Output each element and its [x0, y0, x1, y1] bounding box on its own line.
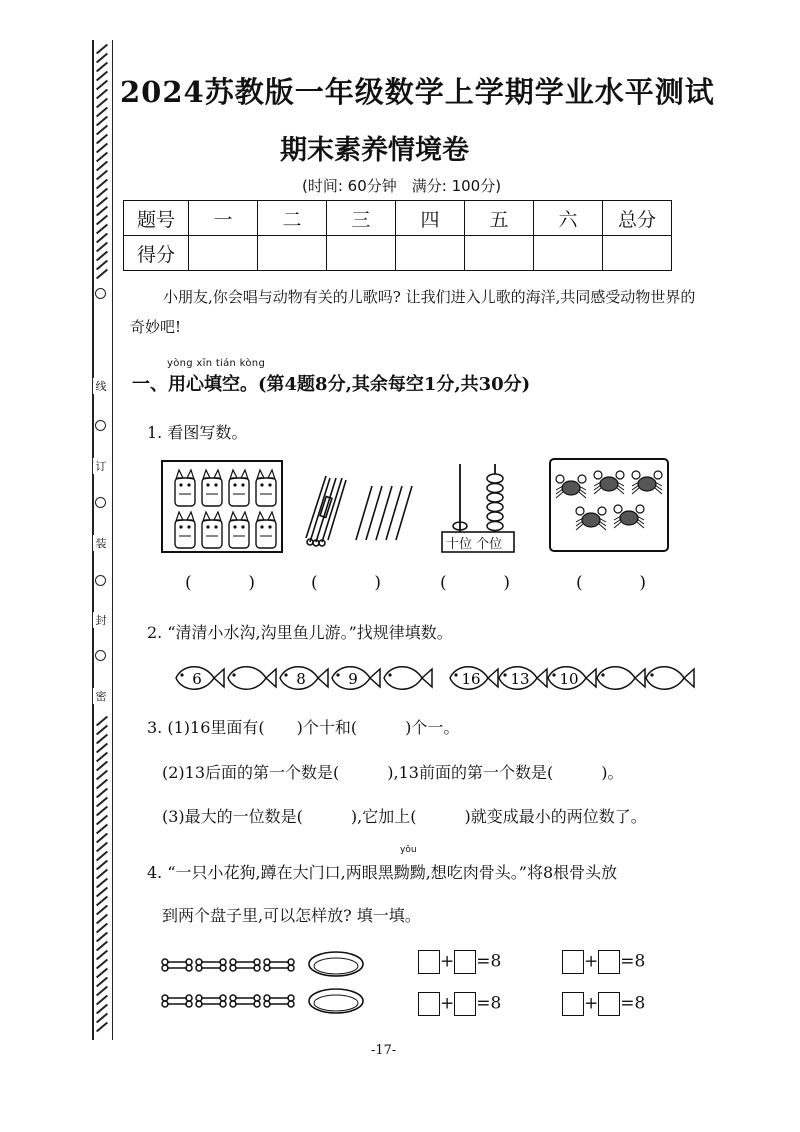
- table-row-label: 得分: [124, 236, 189, 271]
- binding-hole: [95, 575, 106, 586]
- fish-number[interactable]: [378, 660, 434, 700]
- cat-icon: [229, 470, 249, 506]
- svg-text:10: 10: [559, 670, 579, 688]
- page-number: -17-: [371, 1043, 397, 1058]
- abacus-bead: [487, 493, 503, 502]
- score-cell[interactable]: [603, 236, 672, 271]
- page-subtitle-title: 期末素养情境卷: [280, 135, 469, 166]
- bone-icon: [230, 959, 260, 971]
- bone-icon: [162, 995, 192, 1007]
- answer-box[interactable]: [598, 992, 620, 1016]
- answer-blank-2[interactable]: ( ): [311, 573, 381, 593]
- score-cell[interactable]: [327, 236, 396, 271]
- svg-text:6: 6: [192, 670, 202, 688]
- table-header-cell: 六: [534, 201, 603, 236]
- question-1-label: 1. 看图写数。: [147, 423, 248, 442]
- answer-blank-1[interactable]: ( ): [185, 573, 255, 593]
- cat-icon: [202, 512, 222, 548]
- answer-box[interactable]: [598, 950, 620, 974]
- sticks-figure: [296, 474, 416, 553]
- binding-char: 封: [93, 612, 109, 628]
- cat-icon: [202, 470, 222, 506]
- svg-text:16: 16: [461, 670, 481, 688]
- binding-hole: [95, 288, 106, 299]
- answer-box[interactable]: [562, 992, 584, 1016]
- abacus-bead: [487, 474, 503, 483]
- answer-box[interactable]: [454, 992, 476, 1016]
- fish-number[interactable]: [591, 660, 647, 700]
- binding-char: 订: [93, 458, 109, 474]
- intro-text: 小朋友,你会唱与动物有关的儿歌吗? 让我们进入儿歌的海洋,共同感受动物世界的奇妙吧!: [130, 288, 696, 336]
- table-row-label: 题号: [124, 201, 189, 236]
- question-4-line-1: 4. “一只小花狗,蹲在大门口,两眼黑黝黝,想吃肉骨头。”将8根骨头放: [147, 863, 618, 882]
- score-cell[interactable]: [258, 236, 327, 271]
- binding-char: 装: [93, 535, 109, 551]
- question-2-label: 2. “清清小水沟,沟里鱼儿游。”找规律填数。: [147, 623, 453, 642]
- answer-box[interactable]: [418, 992, 440, 1016]
- question-3-line-3: (3)最大的一位数是( ),它加上( )就变成最小的两位数了。: [162, 807, 647, 826]
- fish-number: [326, 660, 382, 700]
- equation-2: + =8: [562, 950, 645, 974]
- answer-blank-3[interactable]: ( ): [440, 573, 510, 593]
- fish-number: [274, 660, 330, 700]
- answer-box[interactable]: [562, 950, 584, 974]
- crab-icon: [556, 475, 586, 498]
- cat-icon: [256, 470, 276, 506]
- fish-number: [542, 660, 598, 700]
- section-pinyin: yòng xīn tián kòng: [167, 358, 266, 369]
- abacus-bead: [487, 522, 503, 531]
- crab-icon: [614, 505, 644, 528]
- binding-hole: [95, 650, 106, 661]
- question-3-line-1: 3. (1)16里面有( )个十和( )个一。: [147, 718, 460, 737]
- table-header-cell: 一: [189, 201, 258, 236]
- binding-hole: [95, 420, 106, 431]
- fish-number: [170, 660, 226, 700]
- question-3-line-2: (2)13后面的第一个数是( ),13前面的第一个数是( )。: [162, 763, 624, 782]
- fish-number[interactable]: [222, 660, 278, 700]
- score-cell[interactable]: [396, 236, 465, 271]
- svg-text:9: 9: [348, 670, 358, 688]
- table-header-cell: 四: [396, 201, 465, 236]
- bone-icon: [196, 959, 226, 971]
- cat-icon: [256, 512, 276, 548]
- question-4-line-2: 到两个盘子里,可以怎样放? 填一填。: [162, 906, 421, 925]
- abacus-label: 十位 个位: [446, 537, 503, 552]
- cat-icon: [175, 470, 195, 506]
- crabs-figure: [549, 458, 669, 556]
- table-header-cell: 五: [465, 201, 534, 236]
- abacus-bead: [487, 512, 503, 521]
- svg-text:13: 13: [510, 670, 530, 688]
- answer-box[interactable]: [454, 950, 476, 974]
- exam-meta: (时间: 60分钟 满分: 100分): [302, 177, 502, 195]
- section-title: 一、用心填空。(第4题8分,其余每空1分,共30分): [132, 374, 531, 395]
- score-cell[interactable]: [465, 236, 534, 271]
- answer-box[interactable]: [418, 950, 440, 974]
- equation-4: + =8: [562, 992, 645, 1016]
- fish-number: [444, 660, 500, 700]
- cat-icon: [229, 512, 249, 548]
- cats-figure: [161, 460, 283, 557]
- equation-1: + =8: [418, 950, 501, 974]
- bone-icon: [264, 995, 294, 1007]
- crab-icon: [632, 471, 662, 494]
- q4-pinyin: yǒu: [400, 845, 417, 855]
- crab-icon: [576, 507, 606, 530]
- table-header-cell: 二: [258, 201, 327, 236]
- crab-icon: [594, 471, 624, 494]
- score-cell[interactable]: [189, 236, 258, 271]
- page-title: 2024苏教版一年级数学上学期学业水平测试: [120, 75, 715, 109]
- bone-icon: [162, 959, 192, 971]
- binding-char: 线: [93, 378, 109, 394]
- fish-number: [493, 660, 549, 700]
- abacus-bead: [487, 484, 503, 493]
- bone-icon: [264, 959, 294, 971]
- answer-blank-4[interactable]: ( ): [576, 573, 646, 593]
- score-cell[interactable]: [534, 236, 603, 271]
- binding-hole: [95, 497, 106, 508]
- score-table: [123, 200, 672, 271]
- fish-number[interactable]: [640, 660, 696, 700]
- bone-icon: [230, 995, 260, 1007]
- equation-3: + =8: [418, 992, 501, 1016]
- bone-icon: [196, 995, 226, 1007]
- table-header-cell: 三: [327, 201, 396, 236]
- bones-plates-figure: [160, 945, 370, 1024]
- svg-text:8: 8: [296, 670, 306, 688]
- table-header-cell: 总分: [603, 201, 672, 236]
- binding-char: 密: [93, 688, 109, 704]
- cat-icon: [175, 512, 195, 548]
- abacus-bead: [487, 503, 503, 512]
